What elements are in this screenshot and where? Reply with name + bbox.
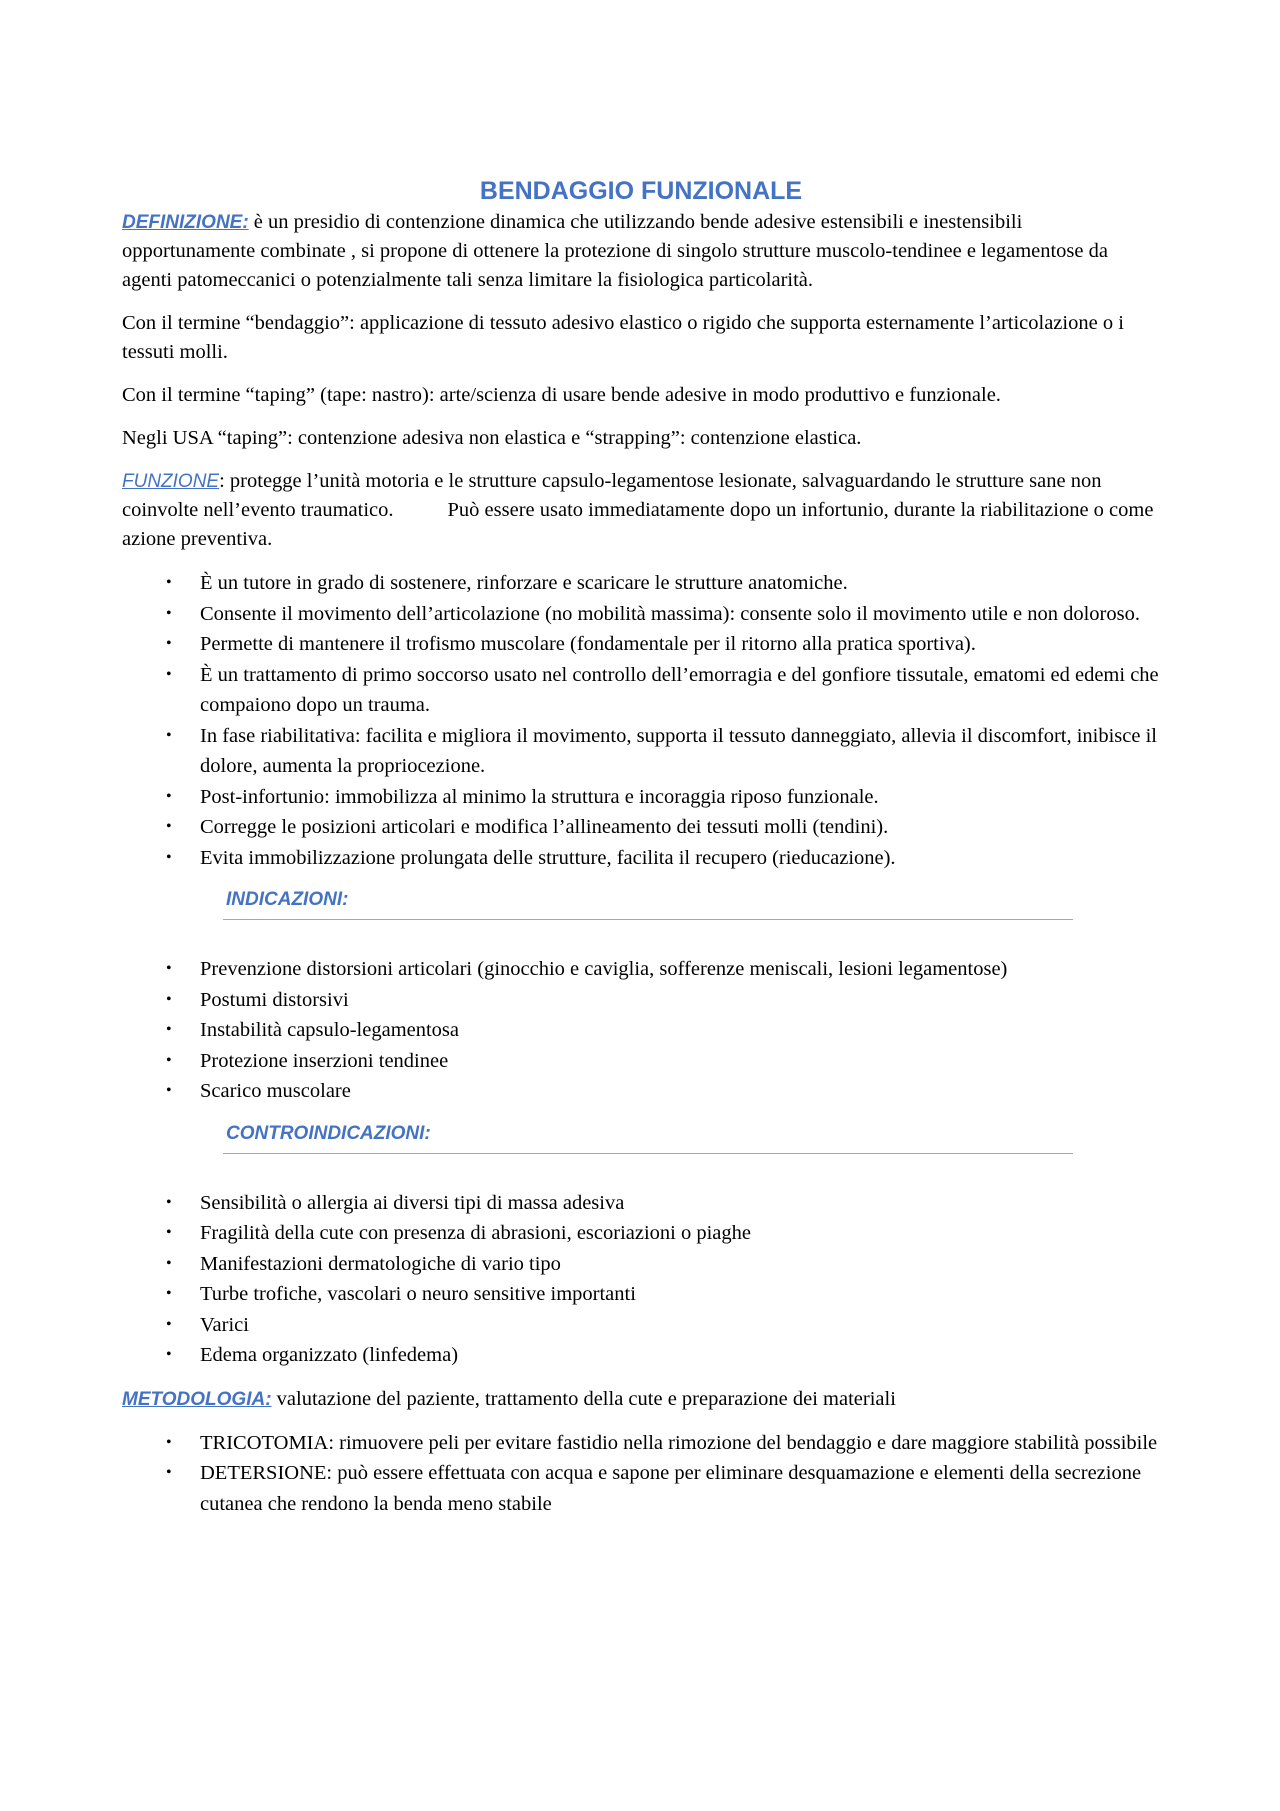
document-title: BENDAGGIO FUNZIONALE xyxy=(479,177,803,205)
function-list xyxy=(122,568,1160,873)
list-item xyxy=(122,1076,1160,1107)
bullet-icon: • xyxy=(166,1285,172,1302)
list-item xyxy=(122,1046,1160,1077)
list-item-text: È un trattamento di primo soccorso usato nel controllo dell’emorragia e del gonfiore tissutale, ematomi ed edemi che compaiono dopo un trauma. xyxy=(200,663,1159,716)
function-paragraph xyxy=(122,467,1160,554)
list-item-text: Postumi distorsivi xyxy=(200,988,349,1011)
bullet-icon: • xyxy=(166,1082,172,1099)
list-item xyxy=(122,1279,1160,1310)
bullet-icon: • xyxy=(166,990,172,1008)
bullet-icon: • xyxy=(166,960,172,977)
methodology-text: valutazione del paziente, trattamento della cute e preparazione dei materiali xyxy=(271,1387,896,1410)
bullet-icon: • xyxy=(166,1346,172,1363)
bullet-icon: • xyxy=(166,1021,172,1038)
list-item xyxy=(122,1015,1160,1046)
list-item-text: Varici xyxy=(200,1313,249,1336)
list-item xyxy=(122,1218,1160,1249)
list-item xyxy=(122,954,1160,985)
function-text-a: : protegge l’unità motoria e le strutture capsulo-legamentose lesionate, salvaguardando le strutture sane non coinvolte nell’evento traumatico. xyxy=(122,470,1102,521)
list-item-text: Post-infortunio: immobilizza al minimo la struttura e incoraggia riposo funzionale. xyxy=(200,785,879,808)
list-item xyxy=(122,568,1160,599)
methodology-label: METODOLOGIA: xyxy=(122,1388,272,1410)
list-item-text: Sensibilità o allergia ai diversi tipi di massa adesiva xyxy=(200,1191,625,1214)
list-item-text: Edema organizzato (linfedema) xyxy=(200,1344,459,1366)
bullet-icon: • xyxy=(166,787,172,805)
definition-label: DEFINIZIONE: xyxy=(122,212,249,233)
list-item-text: Turbe trofiche, vascolari o neuro sensitive importanti xyxy=(200,1283,636,1305)
list-item-text: Scarico muscolare xyxy=(200,1080,351,1102)
methodology-paragraph xyxy=(122,1385,1160,1414)
usa-paragraph: Negli USA “taping”: contenzione adesiva non elastica e “strapping”: contenzione elastica. xyxy=(122,427,862,449)
indications-list xyxy=(122,954,1160,1107)
list-item xyxy=(122,1310,1160,1341)
indications-heading-text: INDICAZIONI: xyxy=(226,889,349,910)
list-item-text: Consente il movimento dell’articolazione (no mobilità massima): consente solo il movimento utile e non doloroso. xyxy=(200,602,1140,625)
list-item-text: Evita immobilizzazione prolungata delle strutture, facilita il recupero (rieducazione). xyxy=(200,846,896,869)
list-item xyxy=(122,1428,1160,1459)
taping-paragraph: Con il termine “taping” (tape: nastro): arte/scienza di usare bende adesive in modo produttivo e funzionale. xyxy=(122,384,1001,406)
list-item-text: Prevenzione distorsioni articolari (ginocchio e caviglia, sofferenze meniscali, lesioni legamentose) xyxy=(200,958,1008,980)
list-item xyxy=(122,599,1160,630)
list-item xyxy=(122,985,1160,1016)
list-item-text: Instabilità capsulo-legamentosa xyxy=(200,1019,460,1041)
indications-heading xyxy=(223,889,1073,920)
list-item-text: TRICOTOMIA: rimuovere peli per evitare fastidio nella rimozione del bendaggio e dare maggiore stabilità possibile xyxy=(200,1431,1158,1454)
list-item-text: Fragilità della cute con presenza di abrasioni, escoriazioni o piaghe xyxy=(200,1222,752,1244)
bullet-icon: • xyxy=(166,635,172,652)
bendaggio-paragraph: Con il termine “bendaggio”: applicazione di tessuto adesivo elastico o rigido che supporta esternamente l’articolazione o i tessuti molli. xyxy=(122,312,1124,363)
list-item xyxy=(122,1340,1160,1371)
list-item xyxy=(122,1458,1160,1519)
definition-text: è un presidio di contenzione dinamica che utilizzando bende adesive estensibili e inestensibili opportunamente combinate , si propone di ottenere la protezione di singolo strutture muscolo-tendinee e legamentose da agenti patomeccanici o potenzialmente tali senza limitare la fisiologica particolarità. xyxy=(122,211,1108,291)
list-item xyxy=(122,812,1160,843)
list-item-text: È un tutore in grado di sostenere, rinforzare e scaricare le strutture anatomiche. xyxy=(200,572,848,594)
methodology-list xyxy=(122,1428,1160,1520)
list-item-text: Protezione inserzioni tendinee xyxy=(200,1049,449,1072)
definition-paragraph xyxy=(122,208,1160,295)
list-item xyxy=(122,843,1160,874)
list-item-text: In fase riabilitativa: facilita e migliora il movimento, supporta il tessuto danneggiato, allevia il discomfort, inibisce il dolore, aumenta la propriocezione. xyxy=(200,724,1157,777)
bullet-icon: • xyxy=(166,665,172,683)
list-item xyxy=(122,660,1160,721)
function-label: FUNZIONE xyxy=(122,471,220,492)
list-item-text: DETERSIONE: può essere effettuata con acqua e sapone per eliminare desquamazione e elementi della secrezione cutanea che rendono la benda meno stabile xyxy=(200,1462,1142,1515)
bullet-icon: • xyxy=(166,1464,172,1481)
bullet-icon: • xyxy=(166,574,172,591)
contraindications-heading xyxy=(223,1123,1073,1154)
bullet-icon: • xyxy=(166,848,172,866)
bullet-icon: • xyxy=(166,1051,172,1069)
bullet-icon: • xyxy=(166,1224,172,1241)
list-item xyxy=(122,1188,1160,1219)
bullet-icon: • xyxy=(166,604,172,622)
bullet-icon: • xyxy=(166,1254,172,1272)
list-item-text: Manifestazioni dermatologiche di vario tipo xyxy=(200,1252,561,1275)
bullet-icon: • xyxy=(166,1193,172,1211)
list-item xyxy=(122,1249,1160,1280)
bullet-icon: • xyxy=(166,818,172,835)
list-item xyxy=(122,629,1160,660)
bullet-icon: • xyxy=(166,726,172,744)
bullet-icon: • xyxy=(166,1433,172,1451)
list-item xyxy=(122,782,1160,813)
list-item xyxy=(122,721,1160,782)
list-item-text: Corregge le posizioni articolari e modifica l’allineamento dei tessuti molli (tendini). xyxy=(200,816,889,838)
contraindications-list xyxy=(122,1188,1160,1371)
contraindications-heading-text: CONTROINDICAZIONI: xyxy=(226,1122,431,1144)
list-item-text: Permette di mantenere il trofismo muscolare (fondamentale per il ritorno alla pratica sportiva). xyxy=(200,633,976,655)
bullet-icon: • xyxy=(166,1315,172,1333)
function-text-b: Può essere usato immediatamente dopo un infortunio, durante la riabilitazione o come azione preventiva. xyxy=(122,499,1154,550)
